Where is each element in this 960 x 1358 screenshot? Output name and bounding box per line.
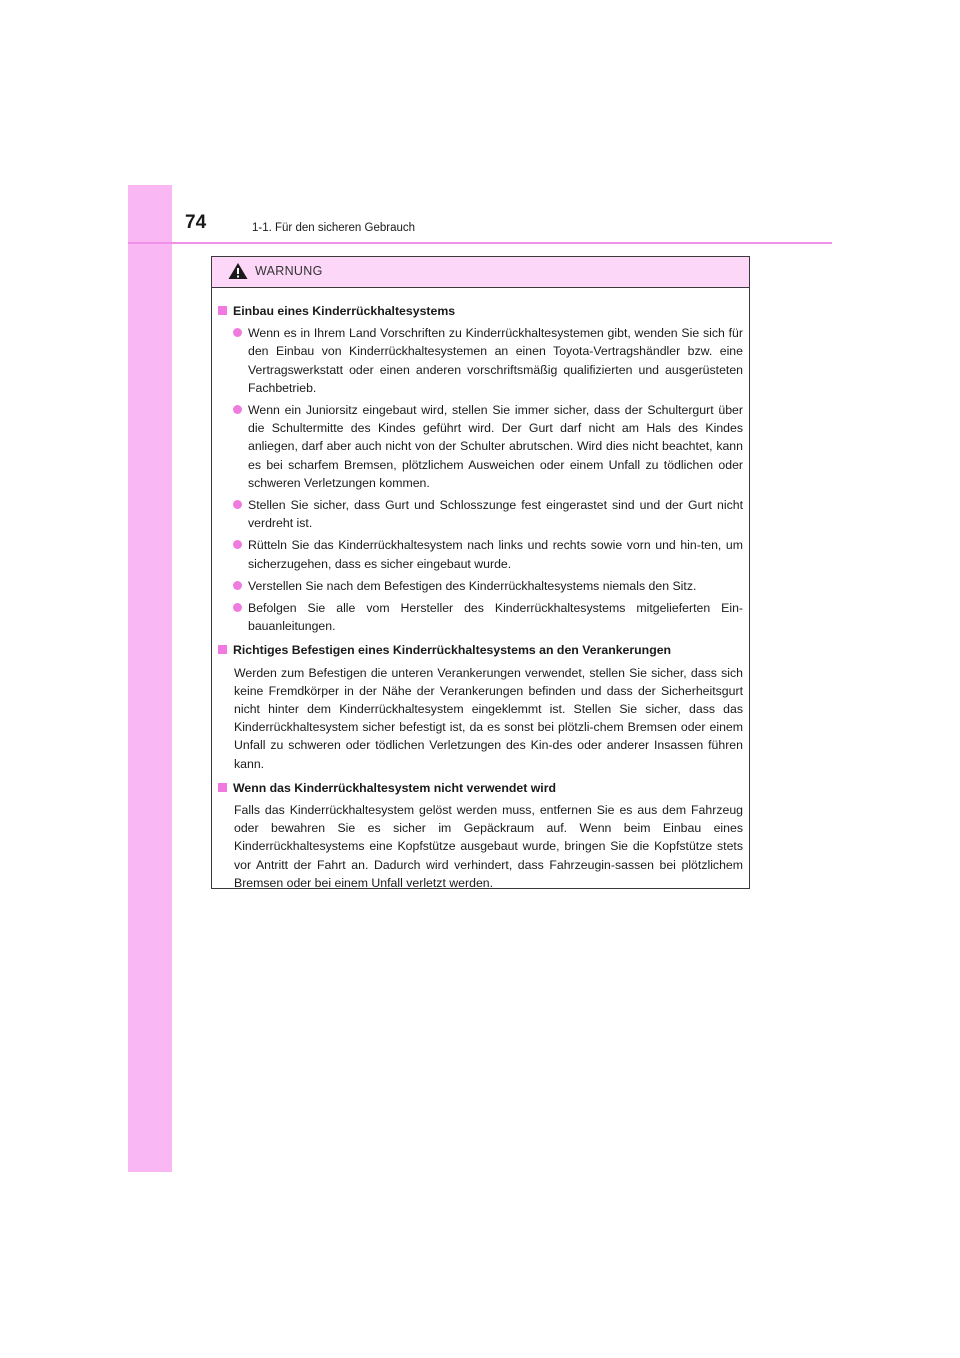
round-bullet-icon <box>233 328 242 337</box>
section-heading <box>217 779 743 797</box>
warning-triangle-icon <box>228 262 248 280</box>
round-bullet-icon <box>233 540 242 549</box>
section-heading-text: Wenn das Kinderrückhaltesystem nicht verwendet wird <box>233 780 556 795</box>
warning-body <box>212 288 749 892</box>
bullet-item <box>233 401 743 492</box>
bullet-item <box>233 324 743 397</box>
bullet-item <box>233 496 743 532</box>
warning-label: WARNUNG <box>255 264 323 278</box>
round-bullet-icon <box>233 500 242 509</box>
bullet-text: Befolgen Sie alle vom Hersteller des Kinderrückhaltesystems mitgelieferten Ein-bauanleitungen. <box>248 601 743 634</box>
bullet-item <box>233 536 743 572</box>
square-bullet-icon <box>218 783 227 792</box>
square-bullet-icon <box>218 306 227 315</box>
bullet-item <box>233 577 743 595</box>
section-heading-text: Richtiges Befestigen eines Kinderrückhaltesystems an den Verankerungen <box>233 643 672 658</box>
bullet-text: Verstellen Sie nach dem Befestigen des Kinderrückhaltesystems niemals den Sitz. <box>248 578 697 593</box>
header-rule <box>128 242 832 244</box>
bullet-text: Wenn ein Juniorsitz eingebaut wird, stellen Sie immer sicher, dass der Schultergurt über die Schultermitte des Kindes geführt wird. Der Gurt darf nicht am Hals des Kindes anliegen, darf aber auch nicht von der Schulter abrutschen. Wird dies nicht beachtet, kann es bei scharfem Bremsen, plötzlichem Ausweichen oder einem Unfall zu tödlichen oder schweren Verletzungen kommen. <box>248 403 743 490</box>
bullet-text: Wenn es in Ihrem Land Vorschriften zu Kinderrückhaltesystemen gibt, wenden Sie sich für den Einbau von Kinderrückhaltesystemen an einen Toyota-Vertragshändler bzw. eine Vertragswerkstatt oder einen anderen vorschriftsmäßig qualifizierten und ausgerüsteten Fachbetrieb. <box>248 326 743 395</box>
bullet-text: Rütteln Sie das Kinderrückhaltesystem nach links und rechts sowie vorn und hin-ten, um sicherzugehen, dass es sicher eingebaut wurde. <box>248 538 743 571</box>
section-heading <box>217 302 743 320</box>
section-heading-text: Einbau eines Kinderrückhaltesystems <box>233 304 456 318</box>
square-bullet-icon <box>218 645 227 654</box>
warning-header <box>212 257 749 288</box>
warning-box <box>211 256 750 889</box>
page-number: 74 <box>185 212 207 233</box>
section-paragraph: Werden zum Befestigen die unteren Verankerungen verwendet, stellen Sie sicher, dass sich keine Fremdkörper in der Nähe der Verankerungen befinden und dass der Sicherheitsgurt nicht hinter dem Kinderrückhaltesystem eingeklemmt ist. Stellen Sie sicher, dass das Kinderrückhaltesystem sicher befestigt ist, da es sonst bei plötzli-chem Bremsen oder einem Unfall zu schweren oder tödlichen Verletzungen des Kin-des oder anderer Insassen führen kann. <box>234 665 743 771</box>
chapter-side-bar <box>128 185 172 1172</box>
section-paragraph: Falls das Kinderrückhaltesystem gelöst werden muss, entfernen Sie es aus dem Fahrzeug oder bewahren Sie es sicher im Gepäckraum auf. Wenn beim Einbau eines Kinderrückhaltesystems eine Kopfstütze ausgebaut wurde, bringen Sie die Kopfstütze stets vor Antritt der Fahrt an. Dadurch wird verhindert, dass Fahrzeugin-sassen bei plötzlichem Bremsen oder bei einem Unfall verletzt werden. <box>234 803 743 890</box>
section-heading <box>217 641 743 659</box>
section-title: 1-1. Für den sicheren Gebrauch <box>252 222 416 234</box>
round-bullet-icon <box>233 603 242 612</box>
bullet-item <box>233 599 743 635</box>
round-bullet-icon <box>233 405 242 414</box>
bullet-text: Stellen Sie sicher, dass Gurt und Schlosszunge fest eingerastet sind und der Gurt nicht verdreht ist. <box>248 498 743 531</box>
round-bullet-icon <box>233 581 242 590</box>
